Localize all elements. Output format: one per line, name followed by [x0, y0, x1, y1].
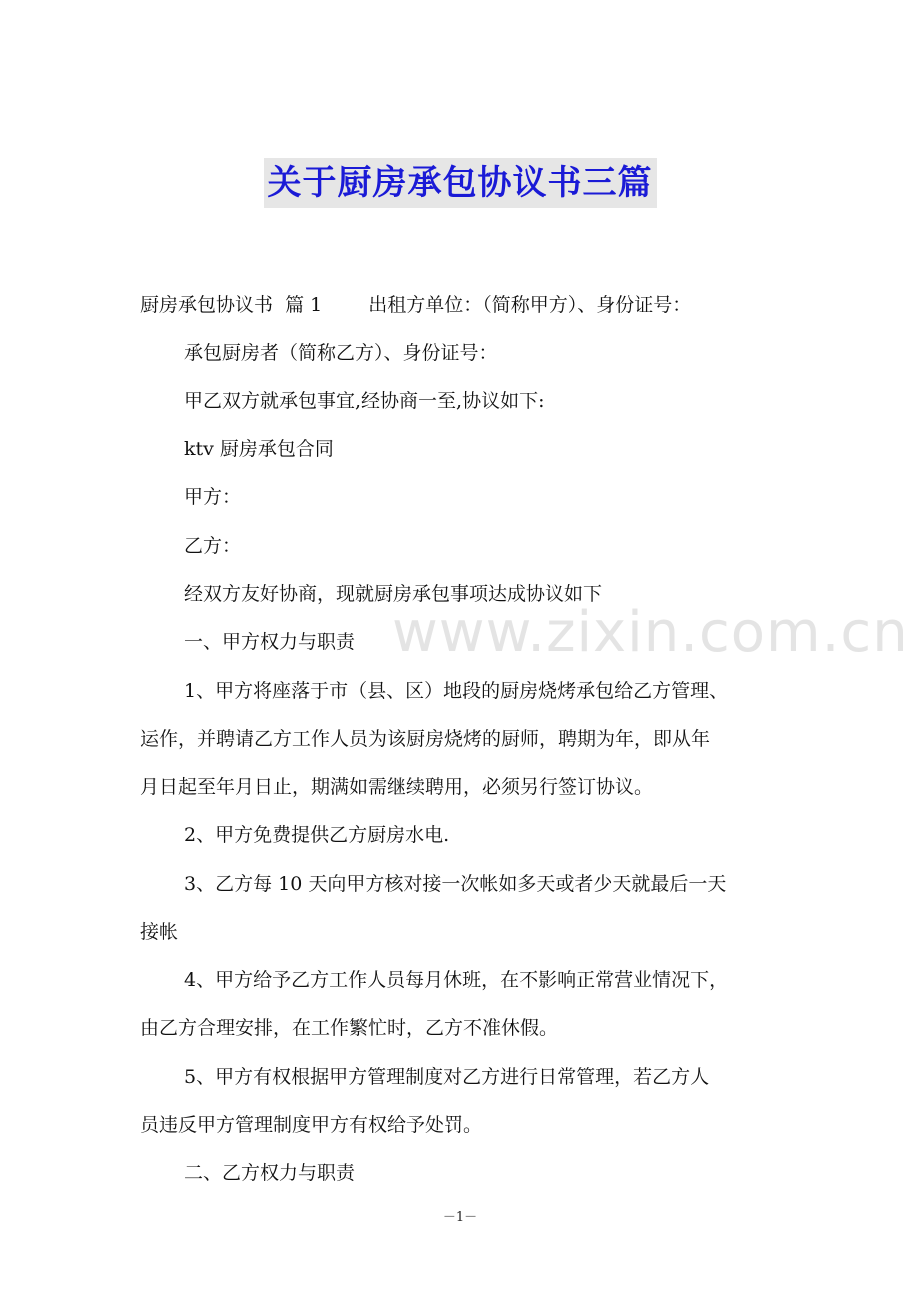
paragraph-line: 甲乙双方就承包事宜,经协商一至,协议如下:: [184, 390, 545, 412]
document-title-wrap: [0, 158, 920, 208]
paragraph-line: 月日起至年月日止，期满如需继续聘用，必须另行签订协议。: [140, 776, 654, 798]
watermark: www.zixin.com.cn: [392, 600, 909, 665]
paragraph-line: 乙方：: [184, 535, 242, 557]
paragraph-line: 承包厨房者（简称乙方）、身份证号：: [184, 342, 498, 364]
paragraph-line: 2、甲方免费提供乙方厨房水电.: [184, 824, 450, 846]
page-number: －1－: [442, 1210, 478, 1225]
paragraph-line: 运作，并聘请乙方工作人员为该厨房烧烤的厨师，聘期为年，即从年: [140, 728, 711, 750]
heading-right: 出租方单位：（简称甲方）、身份证号：: [368, 294, 692, 316]
section-heading: 一、甲方权力与职责: [184, 631, 356, 653]
section-heading: 二、乙方权力与职责: [184, 1162, 356, 1184]
document-title: 关于厨房承包协议书三篇: [264, 158, 657, 208]
paragraph-line: 员违反甲方管理制度甲方有权给予处罚。: [140, 1114, 483, 1136]
paragraph-line: 4、甲方给予乙方工作人员每月休班，在不影响正常营业情况下，: [184, 969, 729, 991]
paragraph-line: 5、甲方有权根据甲方管理制度对乙方进行日常管理，若乙方人: [184, 1066, 710, 1088]
paragraph-line: 甲方：: [184, 486, 242, 508]
heading-left: 厨房承包协议书 篇 1: [140, 294, 323, 316]
heading-line: [140, 292, 800, 318]
paragraph-line: 1、甲方将座落于市（县、区）地段的厨房烧烤承包给乙方管理、: [184, 680, 729, 702]
paragraph-line: 经双方友好协商，现就厨房承包事项达成协议如下: [184, 583, 603, 605]
paragraph-line: ktv 厨房承包合同: [184, 438, 334, 460]
paragraph-line: 接帐: [140, 921, 179, 943]
paragraph-line: 3、乙方每 10 天向甲方核对接一次帐如多天或者少天就最后一天: [184, 873, 727, 895]
paragraph-line: 由乙方合理安排，在工作繁忙时，乙方不准休假。: [140, 1017, 559, 1039]
